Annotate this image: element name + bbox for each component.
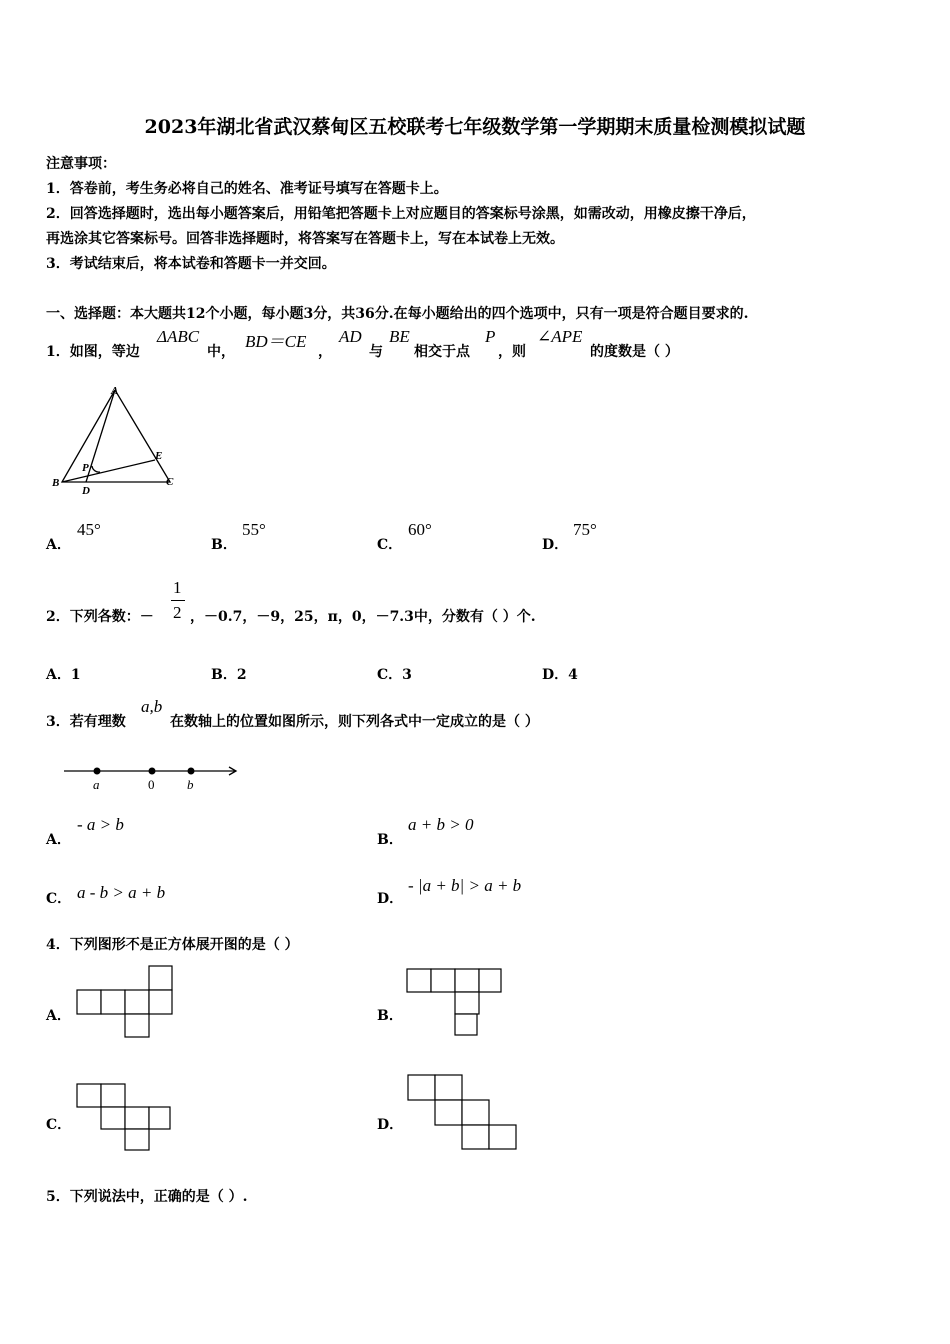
q1-option-a-value: 45°	[77, 520, 101, 539]
q1-text-6: ，则	[498, 344, 526, 360]
section-heading: 一、选择题：本大题共12个小题，每小题3分，共36分.在每小题给出的四个选项中，只有一项是符合题目要求的.	[46, 306, 749, 322]
q2-option-b-value: 2	[236, 667, 247, 683]
notice-item-2b: 再选涂其它答案标号。回答非选择题时，将答案写在答题卡上，写在本试卷上无效。	[46, 231, 564, 247]
q4-option-c-label[interactable]: C．	[46, 1117, 72, 1133]
q3-option-a-value: - a > b	[77, 815, 124, 834]
figure-label-p: P	[82, 462, 89, 474]
q2-option-c-label: C．	[377, 667, 403, 683]
axis-label-b: b	[187, 777, 194, 792]
q2-option-d-value: 4	[568, 667, 578, 683]
notice-item-3: 3．考试结束后，将本试卷和答题卡一并交回。	[46, 256, 336, 272]
q3-option-c-value: a - b > a + b	[77, 883, 166, 902]
q2-option-a-label: A．	[46, 667, 71, 683]
q1-option-b-value: 55°	[242, 520, 266, 539]
notice-item-2a: 2．回答选择题时，选出每小题答案后，用铅笔把答题卡上对应题目的答案标号涂黑，如需改动，用橡皮擦干净后，	[46, 206, 756, 222]
figure-label-e: E	[155, 450, 163, 462]
q3-option-d-value: - |a + b| > a + b	[408, 876, 522, 895]
net-c	[77, 1084, 170, 1150]
q2-text-1: 2．下列各数：－	[46, 609, 154, 625]
q2-fraction-numerator: 1	[173, 578, 182, 597]
notice-item-1: 1．答卷前，考生务必将自己的姓名、准考证号填写在答题卡上。	[46, 181, 448, 197]
q1-text-2: 中，	[207, 344, 235, 360]
q1-option-c-value: 60°	[408, 520, 432, 539]
net-d	[408, 1075, 516, 1149]
notice-heading: 注意事项：	[46, 156, 116, 172]
q3-option-b-value: a + b > 0	[408, 815, 474, 834]
page-title: 2023年湖北省武汉蔡甸区五校联考七年级数学第一学期期末质量检测模拟试题	[144, 116, 806, 138]
q2-option-b-label: B．	[211, 667, 237, 683]
q3-math-ab: a,b	[141, 697, 163, 716]
q1-text-4: 与	[369, 344, 383, 360]
q1-math-angle: ∠APE	[537, 327, 583, 346]
q3-option-c-label[interactable]: C．	[46, 891, 72, 907]
figure-label-c: C	[166, 476, 174, 488]
q1-text-7: 的度数是（ ）	[590, 344, 679, 360]
q4-text: 4．下列图形不是正方体展开图的是（ ）	[46, 937, 299, 953]
q1-option-c-label[interactable]: C．	[377, 537, 403, 553]
figure-label-b: B	[52, 477, 60, 489]
q1-math-equal-sides: BD＝CE	[245, 332, 307, 351]
q3-text-1: 3．若有理数	[46, 714, 126, 730]
net-b	[407, 969, 501, 1035]
axis-label-zero: 0	[148, 777, 155, 792]
figure-label-d: D	[82, 485, 90, 497]
q1-option-d-label[interactable]: D．	[542, 537, 569, 553]
q3-option-b-label[interactable]: B．	[377, 832, 403, 848]
q1-text-5: 相交于点	[414, 344, 470, 360]
q1-math-ad: AD	[339, 327, 362, 346]
q1-option-d-value: 75°	[573, 520, 597, 539]
q1-math-triangle: ΔABC	[157, 327, 200, 346]
q1-math-be: BE	[389, 327, 410, 346]
q1-math-p: P	[485, 327, 496, 346]
q1-option-a-label[interactable]: A．	[46, 537, 71, 553]
q2-option-c-value: 3	[402, 667, 412, 683]
q4-option-a-label[interactable]: A．	[46, 1008, 71, 1024]
q1-text-1: 1．如图，等边	[46, 344, 140, 360]
q4-option-b-label[interactable]: B．	[377, 1008, 403, 1024]
q2-option-d-label: D．	[542, 667, 569, 683]
q4-option-d-label[interactable]: D．	[377, 1117, 404, 1133]
q3-option-a-label[interactable]: A．	[46, 832, 71, 848]
q2-option-a-value: 1	[70, 667, 81, 683]
q1-option-b-label[interactable]: B．	[211, 537, 237, 553]
q1-text-3: ，	[318, 344, 332, 360]
q5-text: 5．下列说法中，正确的是（ ）.	[46, 1189, 248, 1205]
axis-label-a: a	[93, 777, 100, 792]
q3-option-d-label[interactable]: D．	[377, 891, 404, 907]
q2-fraction-denominator: 2	[173, 603, 182, 622]
figure-label-a: A	[111, 385, 119, 397]
q3-text-2: 在数轴上的位置如图所示，则下列各式中一定成立的是（ ）	[170, 714, 539, 730]
net-a	[77, 966, 172, 1037]
q2-text-2: ，－0.7，－9，25，π，0，－7.3中，分数有（ ）个.	[190, 609, 536, 625]
